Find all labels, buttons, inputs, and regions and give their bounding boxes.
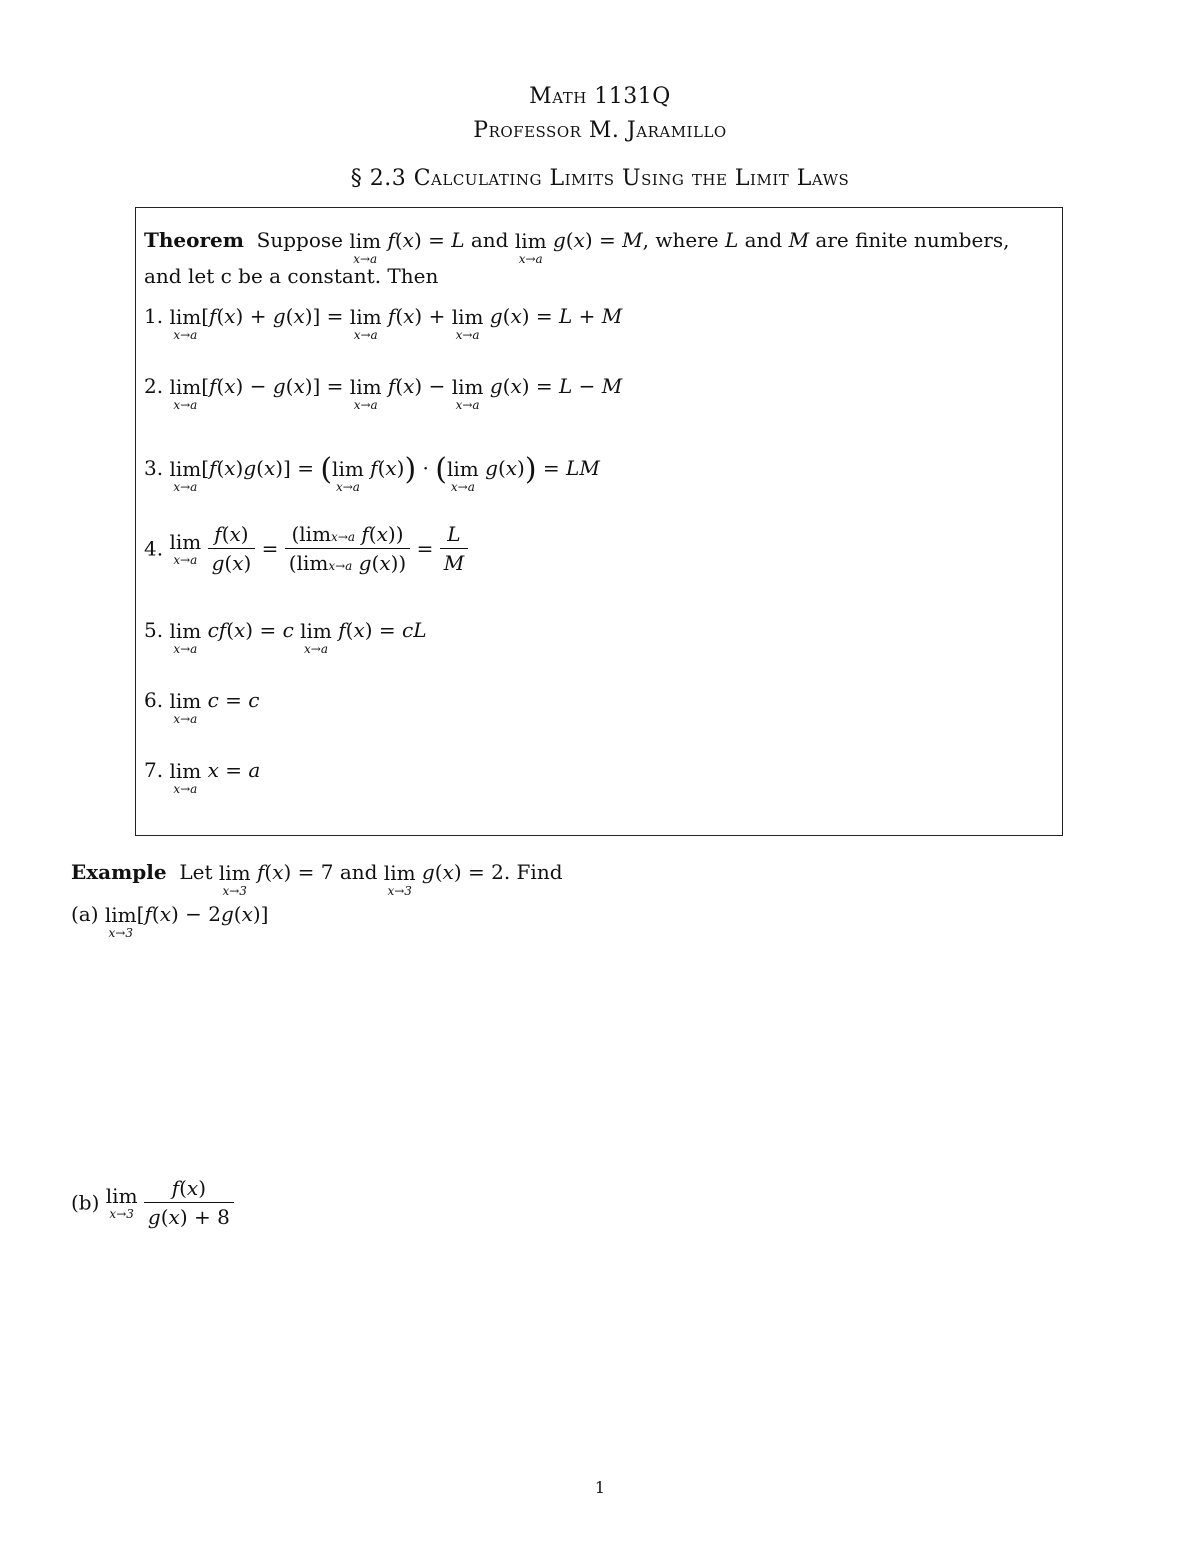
limit-law-sum: 1. lim x→a [f(x) + g(x)] = lim x→a f(x) + lim x→a g(x) = L + M bbox=[144, 304, 623, 342]
page-number: 1 bbox=[594, 1478, 606, 1497]
limit-law-difference: 2. lim x→a [f(x) − g(x)] = lim x→a f(x) − lim x→a g(x) = L − M bbox=[144, 374, 623, 412]
example-part-b: (b) lim x→3 $\frac{f(x)}{g(x) + 8}$ bbox=[71, 1176, 234, 1229]
limit-law-constant: 6. lim x→a c = c bbox=[144, 688, 260, 726]
limit-law-constant-multiple: 5. lim x→a cf(x) = c lim x→a f(x) = cL bbox=[144, 618, 427, 656]
theorem-box bbox=[135, 207, 1063, 836]
course-title: Math 1131Q bbox=[529, 84, 671, 109]
limit-law-identity: 7. lim x→a x = a bbox=[144, 758, 261, 796]
limit-law-product: 3. lim x→a [f(x)g(x)] = ( lim x→a f(x)) · ( lim x→a g(x)) = LM bbox=[144, 452, 600, 494]
example-label: Example bbox=[71, 860, 167, 884]
limit-law-quotient: 4. lim x→a $\frac{f(x)}{g(x)}$ = $\frac{\text{(limx→a f(x))}}{\text{(limx→a g(x))}}$ = $\frac{L}{M}$ bbox=[144, 522, 468, 575]
theorem-label: Theorem bbox=[144, 228, 244, 252]
theorem-statement: Theorem Suppose lim x→a f(x) = L and lim x→a g(x) = M, where L and M are finite numbers, bbox=[144, 228, 1010, 266]
section-title: § 2.3 Calculating Limits Using the Limit Laws bbox=[350, 166, 850, 191]
professor-name: Professor M. Jaramillo bbox=[473, 118, 727, 143]
theorem-statement-line2: and let c be a constant. Then bbox=[144, 264, 439, 288]
example-part-a: (a) lim x→3 [f(x) − 2g(x)] bbox=[71, 902, 269, 940]
example-statement: Example Let lim x→3 f(x) = 7 and lim x→3 g(x) = 2. Find bbox=[71, 860, 563, 898]
